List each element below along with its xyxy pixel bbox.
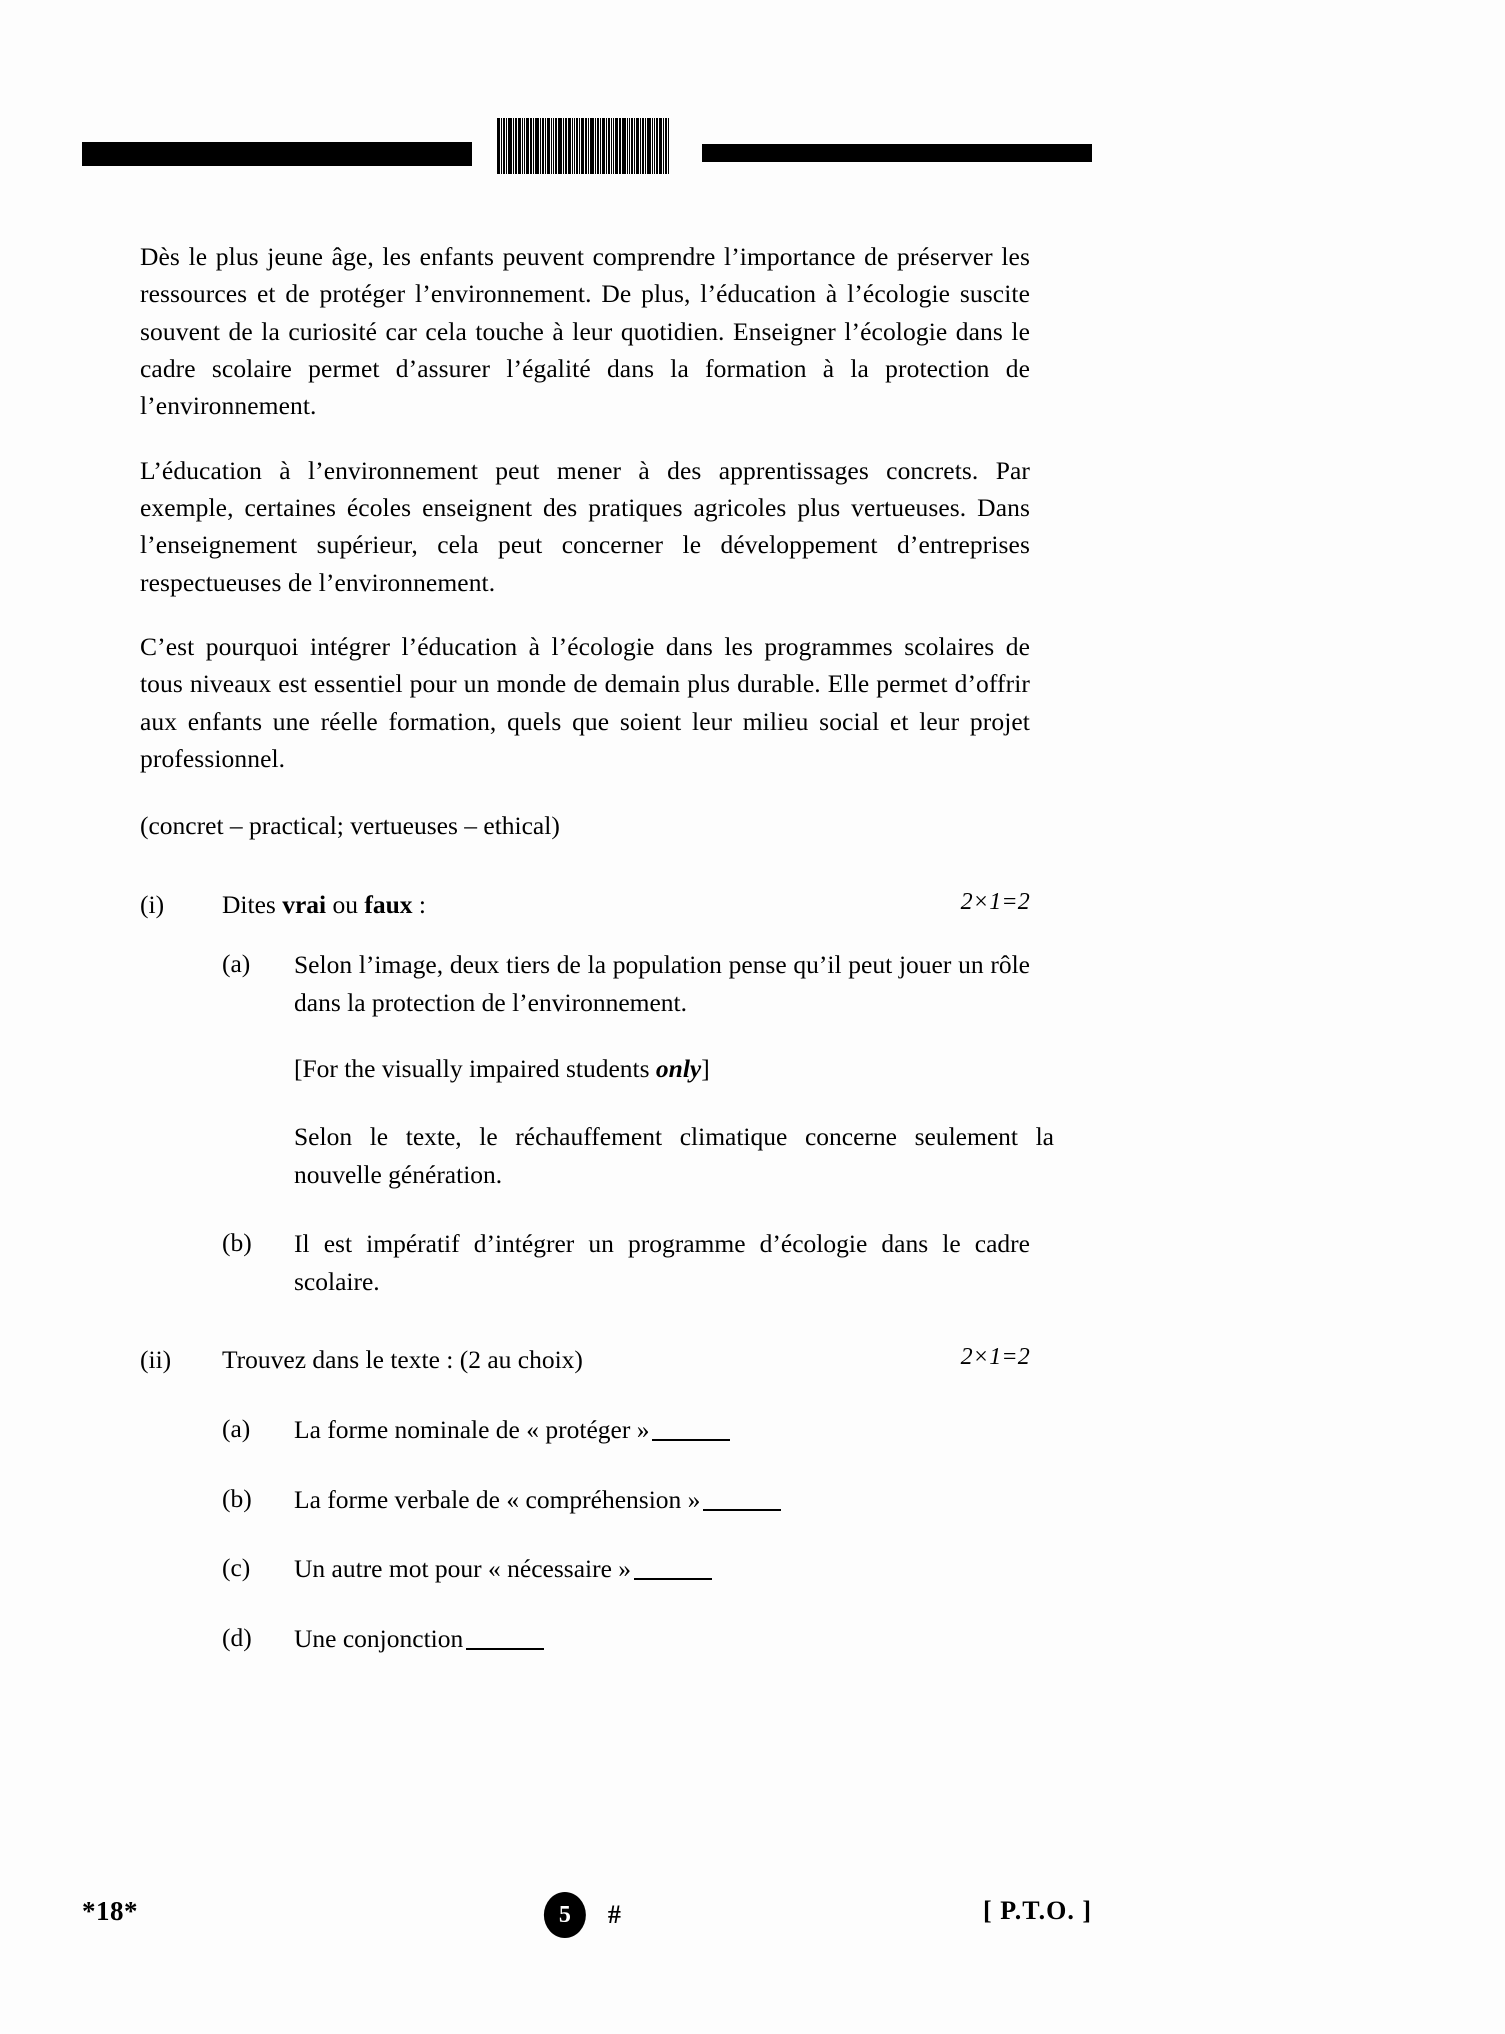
question-i-marks: 2×1=2 [960, 889, 1030, 916]
glossary-line: (concret – practical; vertueuses – ethical) [140, 811, 560, 841]
visually-impaired-alt-question: Selon le texte, le réchauffement climatique concerne seulement la nouvelle génération. [294, 1122, 1054, 1189]
question-i-sub-a [140, 946, 1030, 1021]
header-left-bar [82, 142, 472, 166]
header-right-bar [702, 144, 1092, 162]
document-body [140, 238, 1054, 1657]
question-ii-sub-c [140, 1550, 1030, 1587]
hash-icon: # [607, 1900, 621, 1929]
vi-note-text-2: ] [701, 1054, 710, 1084]
sub-text-ii-d-label: Une conjonction [294, 1623, 464, 1653]
question-ii-marks: 2×1=2 [960, 1344, 1030, 1371]
sub-text-ii-a [294, 1411, 1030, 1448]
question-i-prompt [222, 887, 1030, 924]
footer-code: *18* [82, 1896, 138, 1926]
sub-label-ii-c: (c) [222, 1553, 251, 1583]
sub-label-b: (b) [222, 1228, 252, 1258]
prompt-text-2: ou [326, 890, 365, 920]
question-i-heading-row [140, 887, 1030, 924]
prompt-bold-vrai: vrai [282, 890, 327, 920]
answer-blank-ii-b[interactable] [703, 1509, 781, 1511]
sub-label-ii-b: (b) [222, 1483, 252, 1513]
barcode [497, 118, 684, 174]
question-block-i [140, 887, 1054, 1300]
footer-center [544, 1892, 621, 1938]
sub-text-ii-b-label: La forme verbale de « compréhension » [294, 1484, 701, 1514]
answer-blank-ii-d[interactable] [466, 1648, 544, 1650]
prompt-bold-faux: faux [364, 890, 413, 920]
question-ii-number: (ii) [140, 1345, 172, 1375]
question-ii-sub-b [140, 1481, 1030, 1518]
question-i-number: (i) [140, 890, 165, 920]
sub-text-ii-d [294, 1620, 1030, 1657]
question-ii-sub-d [140, 1620, 1030, 1657]
sub-text-ii-c [294, 1550, 1030, 1587]
passage-paragraph-3: C’est pourquoi intégrer l’éducation à l’écologie dans les programmes scolaires de tous niveaux est essentiel pour un monde de demain plus durable. Elle permet d’offrir aux enfants une réelle formation, quels que soient leur milieu social et leur projet professionnel. [140, 632, 1030, 774]
question-ii-prompt: Trouvez dans le texte : (2 au choix) [222, 1345, 583, 1375]
answer-blank-ii-a[interactable] [652, 1439, 730, 1441]
vi-note-bold-only: only [655, 1054, 702, 1084]
sub-text-ii-b [294, 1481, 1030, 1518]
passage-paragraph-1: Dès le plus jeune âge, les enfants peuvent comprendre l’importance de préserver les ressources et de protéger l’environnement. De plus, l’éducation à l’écologie suscite souvent de la curiosité car cela touche à leur quotidien. Enseigner l’écologie dans le cadre scolaire permet d’assurer l’égalité dans la formation à la protection de l’environnement. [140, 242, 1030, 421]
visually-impaired-note [140, 1051, 1030, 1088]
sub-text-ii-a-label: La forme nominale de « protéger » [294, 1415, 650, 1445]
question-i-sub-b [140, 1225, 1030, 1300]
sub-label-ii-a: (a) [222, 1414, 251, 1444]
passage-paragraph-2: L’éducation à l’environnement peut mener à des apprentissages concrets. Par exemple, certaines écoles enseignent des pratiques agricoles plus vertueuses. Dans l’enseignement supérieur, cela peut concerner le développement d’entreprises respectueuses de l’environnement. [140, 455, 1030, 597]
page-header [82, 128, 1092, 186]
prompt-text-3: : [412, 890, 427, 920]
sub-label-ii-d: (d) [222, 1622, 252, 1652]
page-footer [82, 1892, 1092, 1952]
sub-text-ii-c-label: Un autre mot pour « nécessaire » [294, 1554, 632, 1584]
question-block-ii [140, 1342, 1030, 1657]
vi-note-text-1: [For the visually impaired students [294, 1054, 656, 1084]
sub-text-a: Selon l’image, deux tiers de la population pense qu’il peut jouer un rôle dans la protection de l’environnement. [294, 950, 1030, 1017]
footer-pto: [ P.T.O. ] [983, 1896, 1092, 1925]
question-ii-sub-a [140, 1411, 1030, 1448]
question-ii-heading-row [140, 1342, 1030, 1379]
answer-blank-ii-c[interactable] [634, 1578, 712, 1580]
page-number-badge: 5 [544, 1892, 586, 1938]
prompt-text-1: Dites [222, 890, 283, 920]
sub-label-a: (a) [222, 949, 251, 979]
sub-text-b: Il est impératif d’intégrer un programme d’écologie dans le cadre scolaire. [294, 1229, 1030, 1296]
